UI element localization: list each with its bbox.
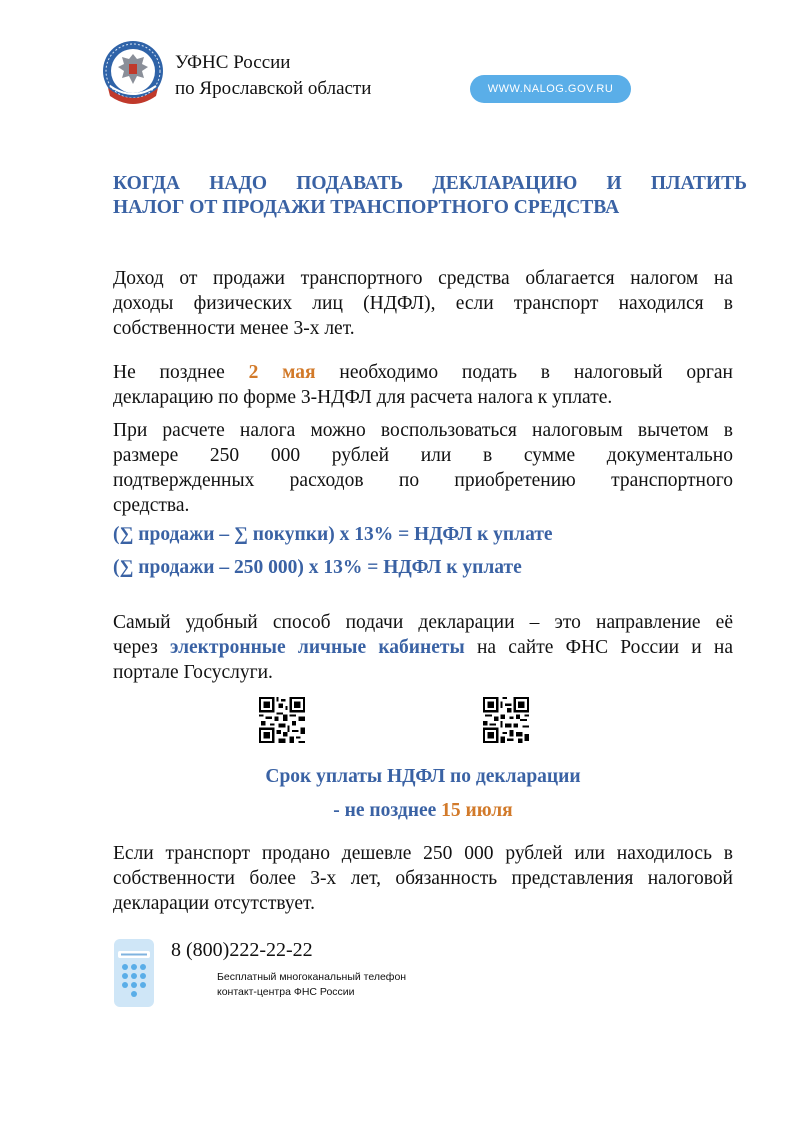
org-name: УФНС России bbox=[175, 52, 291, 73]
deduction-line-4: средства. bbox=[113, 495, 190, 516]
formula-deduction: (∑ продажи – 250 000) х 13% = НДФЛ к уплате bbox=[113, 557, 522, 578]
exemption-line-3: декларации отсутствует. bbox=[113, 893, 315, 914]
phone-icon bbox=[114, 939, 154, 1007]
filing-line-3: портале Госуслуги. bbox=[113, 662, 273, 683]
title-line-2: НАЛОГ ОТ ПРОДАЖИ ТРАНСПОРТНОГО СРЕДСТВА bbox=[113, 197, 620, 218]
payment-deadline-date: - не позднее 15 июля bbox=[333, 800, 513, 821]
july-deadline: 15 июля bbox=[441, 800, 513, 821]
filing-line-2: через электронные личные кабинеты на сайте ФНС России и на bbox=[113, 637, 733, 658]
deduction-line-1: При расчете налога можно воспользоваться налоговым вычетом в bbox=[113, 420, 733, 441]
intro-line-3: собственности менее 3-х лет. bbox=[113, 318, 355, 339]
title-line-1: КОГДА НАДО ПОДАВАТЬ ДЕКЛАРАЦИЮ И ПЛАТИТЬ bbox=[113, 173, 747, 194]
org-region: по Ярославской области bbox=[175, 78, 372, 99]
qr-code-icon[interactable] bbox=[259, 696, 305, 744]
exemption-paragraph bbox=[113, 841, 733, 916]
page-title bbox=[113, 172, 747, 220]
fns-emblem-icon bbox=[102, 40, 164, 106]
intro-paragraph bbox=[113, 266, 733, 341]
deduction-line-3: подтвержденных расходов по приобретению транспортного bbox=[113, 470, 733, 491]
exemption-line-1: Если транспорт продано дешевле 250 000 рублей или находилось в bbox=[113, 843, 733, 864]
hotline-phone-number[interactable]: 8 (800)222-22-22 bbox=[171, 939, 313, 961]
intro-line-1: Доход от продажи транспортного средства облагается налогом на bbox=[113, 268, 733, 289]
exemption-line-2: собственности более 3-х лет, обязанность представления налоговой bbox=[113, 868, 733, 889]
declaration-deadline-paragraph bbox=[113, 360, 733, 410]
deduction-paragraph bbox=[113, 418, 733, 518]
declaration-line-1: Не позднее 2 мая необходимо подать в налоговый орган bbox=[113, 362, 733, 383]
payment-deadline-title: Срок уплаты НДФЛ по декларации bbox=[265, 766, 581, 787]
formula-expenses: (∑ продажи – ∑ покупки) х 13% = НДФЛ к уплате bbox=[113, 524, 553, 545]
hotline-desc-line-2: контакт-центра ФНС России bbox=[217, 986, 355, 998]
filing-line-1: Самый удобный способ подачи декларации – это направление её bbox=[113, 612, 733, 633]
deduction-line-2: размере 250 000 рублей или в сумме документально bbox=[113, 445, 733, 466]
declaration-line-2: декларацию по форме 3-НДФЛ для расчета налога к уплате. bbox=[113, 387, 613, 408]
may-deadline: 2 мая bbox=[248, 362, 316, 383]
intro-line-2: доходы физических лиц (НДФЛ), если транспорт находился в bbox=[113, 293, 733, 314]
filing-paragraph bbox=[113, 610, 733, 685]
qr-code-icon[interactable] bbox=[483, 696, 529, 744]
site-link-button[interactable]: WWW.NALOG.GOV.RU bbox=[470, 75, 631, 103]
hotline-desc-line-1: Бесплатный многоканальный телефон bbox=[217, 971, 407, 983]
personal-account-link[interactable]: электронные личные кабинеты bbox=[170, 637, 465, 658]
